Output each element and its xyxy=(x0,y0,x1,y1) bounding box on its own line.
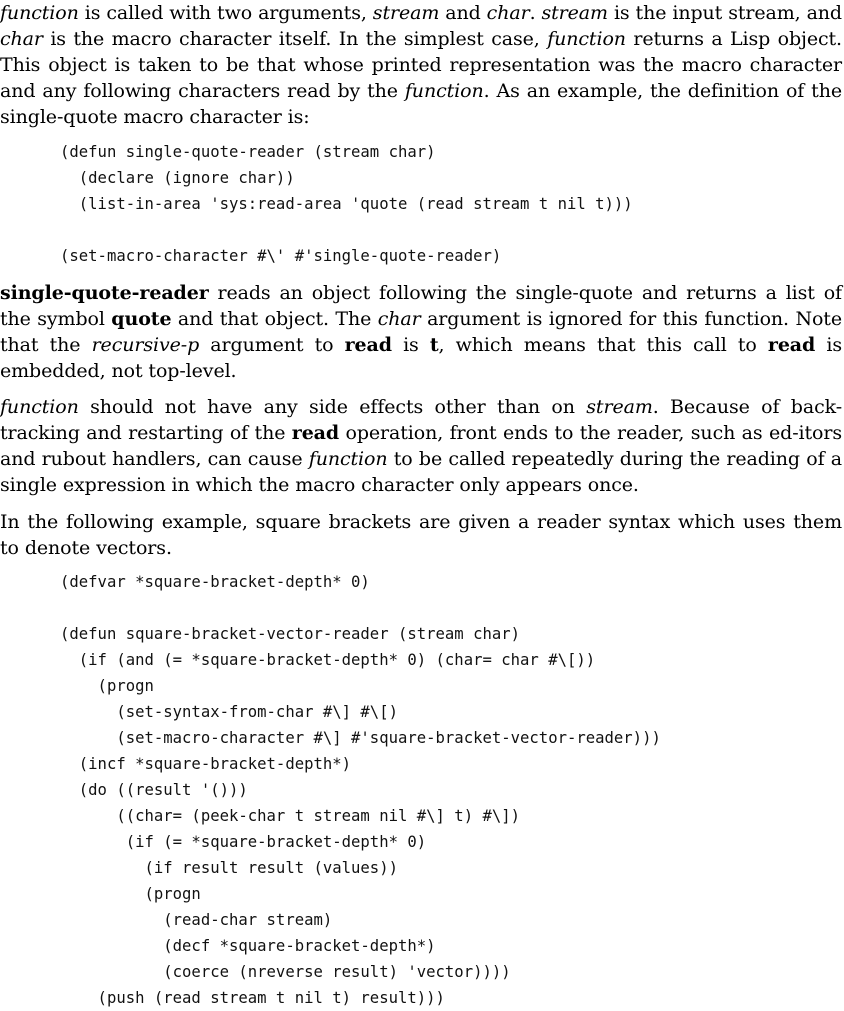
text: . xyxy=(529,2,542,24)
text: and that object. The xyxy=(171,308,378,330)
term-read: read xyxy=(291,422,340,444)
text: and xyxy=(439,2,487,24)
paragraph-side-effects xyxy=(0,394,842,498)
text: is the macro character itself. In the simplest case, xyxy=(42,28,548,50)
term-stream: stream xyxy=(586,396,653,418)
term-recursive-p: recursive-p xyxy=(91,334,200,356)
text: should not have any side effects other than on xyxy=(78,396,587,418)
term-single-quote-reader: single-quote-reader xyxy=(0,282,209,304)
term-char: char xyxy=(0,28,43,50)
term-function: function xyxy=(404,80,484,102)
text: argument is ignored for this function. Note that the xyxy=(0,308,842,356)
text: reads an object following the single-quote and returns a list of the symbol xyxy=(0,282,842,330)
text: In the following example, square brackets are given a reader syntax which uses them to denote vectors. xyxy=(0,511,842,559)
text: returns a Lisp object. This object is taken to be that whose printed representation was the macro character and any following characters read by the xyxy=(0,28,842,102)
text: argument to xyxy=(199,334,345,356)
term-function: function xyxy=(547,28,626,50)
paragraph-square-brackets xyxy=(0,509,842,561)
text: . Because of back-tracking and restarting of the xyxy=(0,396,843,444)
term-function: function xyxy=(0,2,79,24)
text: is the input stream, and xyxy=(607,2,842,24)
text: is called with two arguments, xyxy=(78,2,373,24)
term-char: char xyxy=(377,308,421,330)
term-t: t xyxy=(429,334,439,356)
paragraph-single-quote-reader xyxy=(0,280,842,384)
term-function: function xyxy=(308,448,388,470)
paragraph-function-arguments xyxy=(0,0,842,130)
text: is embedded, not top-level. xyxy=(0,334,842,382)
term-quote: quote xyxy=(111,308,172,330)
text: . As an example, the definition of the single-quote macro character is: xyxy=(0,80,842,128)
code-square-bracket-reader: (defvar *square-bracket-depth* 0) (defun square-bracket-vector-reader (stream char) (if (and (= *square-bracket-depth* 0) (char= char #\[)) (progn (set-syntax-from-char #\] #\[) (set-macro-character #\] #'square-bracket-vector-reader))) (incf *square-bracket-depth*) (do ((result '())) ((char= (peek-char t stream nil #\] t) #\]) (if (= *square-bracket-depth* 0) (if result result (values)) (progn (read-char stream) (decf *square-bracket-depth*) (coerce (nreverse result) 'vector)))) (push (read stream t nil t) result))) xyxy=(60,573,661,1007)
term-stream: stream xyxy=(372,2,440,24)
code-single-quote-reader: (defun single-quote-reader (stream char) (declare (ignore char)) (list-in-area 'sys:read-area 'quote (read stream t nil t))) (set-macro-character #\' #'single-quote-reader) xyxy=(60,143,633,265)
text: operation, front ends to the reader, such as ed-itors and rubout handlers, can cause xyxy=(0,422,842,470)
text: , which means that this call to xyxy=(438,334,768,356)
text: to be called repeatedly during the reading of a single expression in which the macro character only appears once. xyxy=(0,448,842,496)
text: is xyxy=(391,334,430,356)
term-stream: stream xyxy=(541,2,608,24)
term-read: read xyxy=(767,334,816,356)
term-read: read xyxy=(344,334,392,356)
term-char: char xyxy=(486,2,530,24)
term-function: function xyxy=(0,396,79,418)
